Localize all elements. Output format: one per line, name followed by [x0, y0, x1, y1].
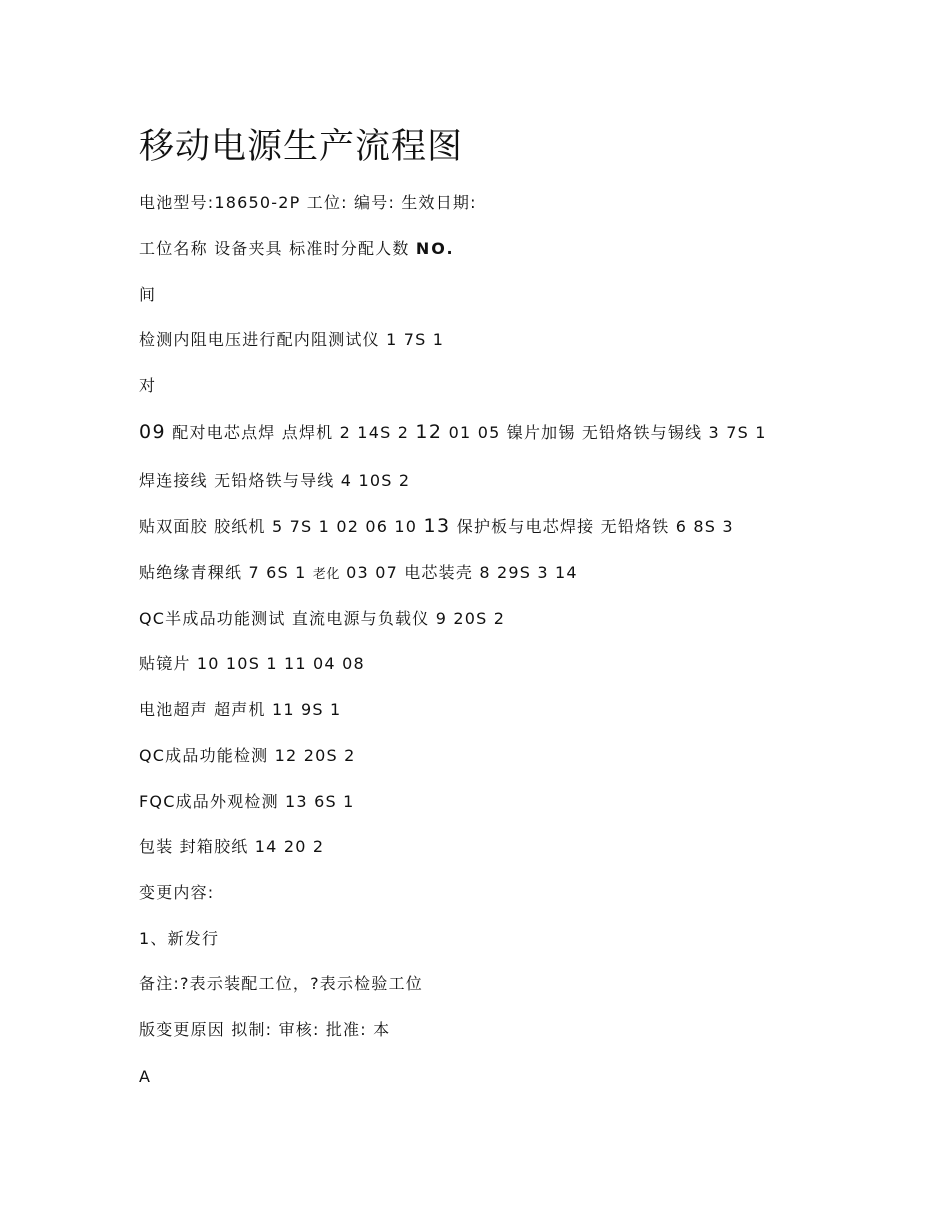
number-label: NO.: [415, 239, 455, 258]
text-line-13: 包装 封箱胶纸 14 20 2: [139, 837, 325, 856]
text-line-8: QC半成品功能测试 直流电源与负载仪 9 20S 2: [139, 609, 506, 628]
text-line-6: [139, 514, 734, 539]
step-number-09: 09: [139, 421, 166, 443]
text-line-6-part-a: 贴双面胶 胶纸机 5 7S 1 02 06 10: [139, 517, 424, 536]
text-line-7: [139, 561, 578, 587]
text-line-9: 贴镜片 10 10S 1 11 04 08: [139, 654, 365, 673]
text-line-4: [139, 420, 767, 445]
columns-line: [139, 237, 455, 261]
text-line-5: 焊连接线 无铅烙铁与导线 4 10S 2: [139, 471, 411, 490]
text-line-7-part-a: 贴绝缘青稞纸 7 6S 1: [139, 563, 313, 582]
text-line-2: 检测内阻电压进行配内阻测试仪 1 7S 1: [139, 330, 445, 349]
text-line-4-part-d: 01 05 镍片加锡 无铅烙铁与锡线 3 7S 1: [442, 423, 767, 442]
text-line-10: 电池超声 超声机 11 9S 1: [139, 700, 342, 719]
text-line-3: 对: [139, 376, 157, 395]
text-line-11: QC成品功能检测 12 20S 2: [139, 746, 356, 765]
columns-text: 工位名称 设备夹具 标准时分配人数: [139, 239, 410, 258]
header-line: 电池型号:18650-2P 工位: 编号: 生效日期:: [139, 193, 477, 212]
version-letter: A: [139, 1067, 152, 1086]
change-item-1: 1、新发行: [139, 929, 220, 948]
change-content-label: 变更内容:: [139, 883, 215, 902]
text-line-1: 间: [139, 285, 157, 304]
approval-line: 版变更原因 拟制: 审核: 批准: 本: [139, 1020, 391, 1039]
remarks-line: 备注:?表示装配工位，?表示检验工位: [139, 974, 423, 993]
text-line-12: FQC成品外观检测 13 6S 1: [139, 792, 355, 811]
aging-label: 老化: [312, 567, 340, 582]
page-title: 移动电源生产流程图: [139, 127, 464, 167]
step-number-12: 12: [415, 421, 443, 443]
text-line-7-part-c: 03 07 电芯装壳 8 29S 3 14: [339, 563, 578, 582]
text-line-6-part-c: 保护板与电芯焊接 无铅烙铁 6 8S 3: [450, 517, 734, 536]
text-line-4-part-b: 配对电芯点焊 点焊机 2 14S 2: [165, 423, 416, 442]
step-number-13: 13: [423, 515, 451, 537]
